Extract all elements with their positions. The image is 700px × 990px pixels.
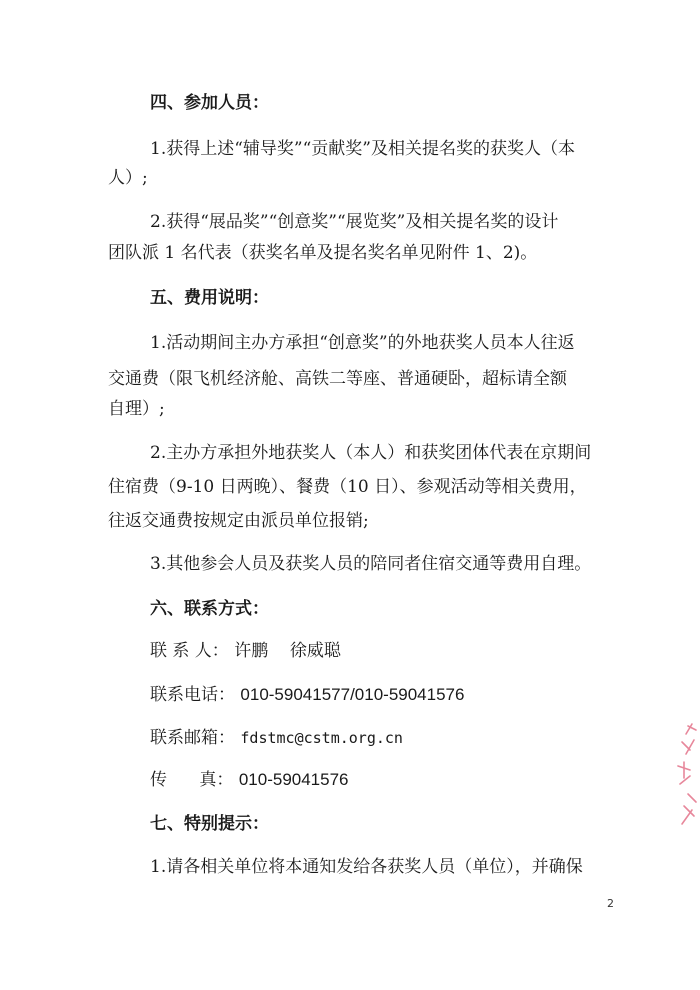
- section-heading-participants: 四、参加人员：: [150, 93, 269, 113]
- contact-email-value: fdstmc@cstm.org.cn: [240, 729, 403, 747]
- official-seal-fragment: [668, 720, 700, 830]
- expenses-item-2-line-2: 住宿费（9-10 日两晚）、餐费（10 日）、参观活动等相关费用，: [108, 477, 587, 497]
- contact-person-value: 许鹏 徐威聪: [234, 641, 341, 661]
- contact-email-row: [150, 727, 403, 749]
- expenses-item-3-line-1: 3.其他参会人员及获奖人员的陪同者住宿交通等费用自理。: [150, 554, 592, 574]
- expenses-item-1-line-1: 1.活动期间主办方承担“创意奖”的外地获奖人员本人往返: [150, 333, 575, 353]
- contact-fax-row: [150, 769, 349, 791]
- contact-email-label: 联系邮箱：: [150, 728, 235, 748]
- participants-item-2-line-1: 2.获得“展品奖”“创意奖”“展览奖”及相关提名奖的设计: [150, 212, 559, 232]
- contact-person-label: 联 系 人：: [150, 641, 229, 661]
- section-heading-expenses: 五、费用说明：: [150, 288, 269, 308]
- expenses-item-1-line-2: 交通费（限飞机经济舱、高铁二等座、普通硬卧，超标请全额: [108, 369, 567, 389]
- participants-item-1-line-2: 人）;: [108, 168, 148, 188]
- contact-person-row: [150, 640, 341, 662]
- expenses-item-2-line-3: 往返交通费按规定由派员单位报销;: [108, 511, 369, 531]
- contact-phone-value: 010-59041577/010-59041576: [240, 685, 465, 704]
- section-heading-contact: 六、联系方式：: [150, 599, 269, 619]
- contact-phone-row: [150, 684, 464, 706]
- participants-item-2-line-2: 团队派 1 名代表（获奖名单及提名奖名单见附件 1、2)。: [108, 243, 538, 263]
- reminder-item-1-line-1: 1.请各相关单位将本通知发给各获奖人员（单位），并确保: [150, 857, 583, 877]
- contact-fax-label: 传 真：: [150, 770, 234, 790]
- expenses-item-1-line-3: 自理）;: [108, 399, 165, 419]
- expenses-item-2-line-1: 2.主办方承担外地获奖人（本人）和获奖团体代表在京期间: [150, 443, 592, 463]
- section-heading-reminder: 七、特别提示：: [150, 814, 269, 834]
- contact-fax-value: 010-59041576: [238, 770, 349, 789]
- contact-phone-label: 联系电话：: [150, 685, 235, 705]
- participants-item-1-line-1: 1.获得上述“辅导奖”“贡献奖”及相关提名奖的获奖人（本: [150, 139, 575, 159]
- page-number: 2: [607, 897, 614, 910]
